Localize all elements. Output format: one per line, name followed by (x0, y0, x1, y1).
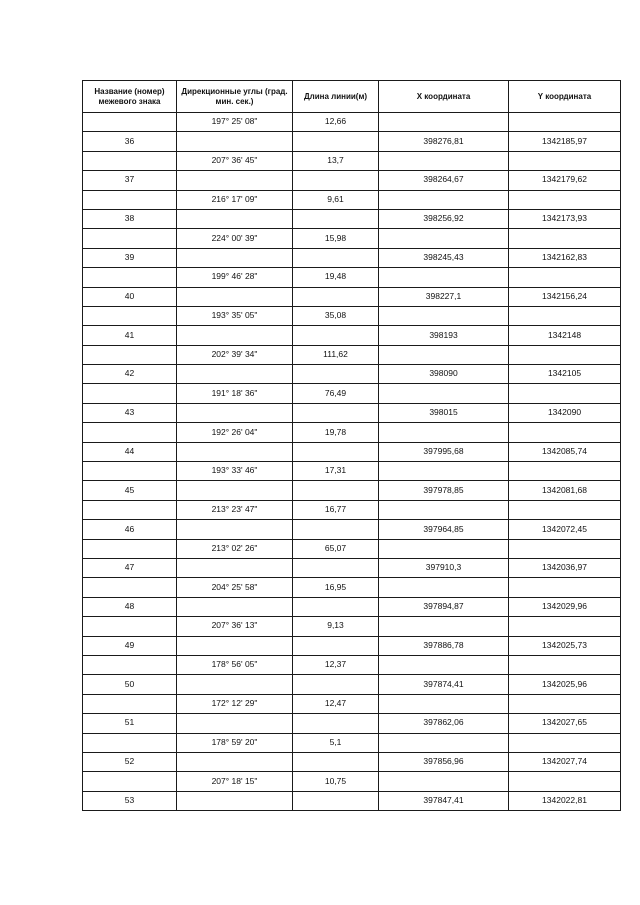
direction-angle-cell: 178° 59' 20" (177, 733, 293, 752)
direction-angle-cell (177, 636, 293, 655)
direction-angle-cell: 207° 36' 45" (177, 151, 293, 170)
point-name-cell (83, 578, 177, 597)
line-length-cell (293, 248, 379, 267)
direction-angle-cell: 204° 25' 58" (177, 578, 293, 597)
table-row (83, 151, 621, 170)
line-length-cell: 9,13 (293, 617, 379, 636)
table-row (83, 733, 621, 752)
x-coordinate-cell (379, 578, 509, 597)
y-coordinate-cell: 1342072,45 (509, 520, 621, 539)
direction-angle-cell (177, 597, 293, 616)
y-coordinate-cell: 1342185,97 (509, 132, 621, 151)
line-length-cell: 16,77 (293, 500, 379, 519)
line-length-cell (293, 520, 379, 539)
line-length-cell (293, 442, 379, 461)
x-coordinate-cell: 398015 (379, 403, 509, 422)
y-coordinate-cell: 1342173,93 (509, 209, 621, 228)
point-name-cell: 38 (83, 209, 177, 228)
line-length-cell: 12,66 (293, 113, 379, 132)
header-direction-angle: Дирекционные углы (град. мин. сек.) (177, 81, 293, 113)
y-coordinate-cell (509, 617, 621, 636)
direction-angle-cell: 197° 25' 08" (177, 113, 293, 132)
table-header-row (83, 81, 621, 113)
point-name-cell: 53 (83, 791, 177, 810)
y-coordinate-cell: 1342022,81 (509, 791, 621, 810)
x-coordinate-cell: 397978,85 (379, 481, 509, 500)
x-coordinate-cell (379, 268, 509, 287)
y-coordinate-cell: 1342027,74 (509, 752, 621, 771)
point-name-cell: 46 (83, 520, 177, 539)
table-row (83, 539, 621, 558)
y-coordinate-cell: 1342036,97 (509, 558, 621, 577)
line-length-cell (293, 209, 379, 228)
table-row (83, 481, 621, 500)
x-coordinate-cell: 398276,81 (379, 132, 509, 151)
point-name-cell: 51 (83, 714, 177, 733)
table-row (83, 617, 621, 636)
point-name-cell (83, 268, 177, 287)
table-row (83, 462, 621, 481)
line-length-cell (293, 636, 379, 655)
y-coordinate-cell: 1342090 (509, 403, 621, 422)
table-row (83, 636, 621, 655)
point-name-cell: 52 (83, 752, 177, 771)
x-coordinate-cell (379, 190, 509, 209)
x-coordinate-cell (379, 733, 509, 752)
point-name-cell (83, 539, 177, 558)
y-coordinate-cell (509, 268, 621, 287)
direction-angle-cell (177, 248, 293, 267)
direction-angle-cell (177, 209, 293, 228)
line-length-cell (293, 403, 379, 422)
y-coordinate-cell: 1342025,96 (509, 675, 621, 694)
table-row (83, 326, 621, 345)
x-coordinate-cell: 397847,41 (379, 791, 509, 810)
line-length-cell: 12,47 (293, 694, 379, 713)
line-length-cell (293, 481, 379, 500)
x-coordinate-cell: 398193 (379, 326, 509, 345)
line-length-cell: 5,1 (293, 733, 379, 752)
header-point-name: Название (номер) межевого знака (83, 81, 177, 113)
table-row (83, 365, 621, 384)
x-coordinate-cell (379, 500, 509, 519)
direction-angle-cell: 192° 26' 04" (177, 423, 293, 442)
table-row (83, 442, 621, 461)
direction-angle-cell: 172° 12' 29" (177, 694, 293, 713)
direction-angle-cell: 191° 18' 36" (177, 384, 293, 403)
line-length-cell (293, 714, 379, 733)
y-coordinate-cell: 1342162,83 (509, 248, 621, 267)
point-name-cell (83, 694, 177, 713)
table-body (83, 113, 621, 811)
header-line-length: Длина линии(м) (293, 81, 379, 113)
header-x-coordinate: X координата (379, 81, 509, 113)
table-row (83, 403, 621, 422)
point-name-cell (83, 423, 177, 442)
x-coordinate-cell: 397856,96 (379, 752, 509, 771)
direction-angle-cell: 213° 23' 47" (177, 500, 293, 519)
direction-angle-cell (177, 171, 293, 190)
line-length-cell (293, 287, 379, 306)
point-name-cell: 42 (83, 365, 177, 384)
table-row (83, 714, 621, 733)
table-row (83, 268, 621, 287)
x-coordinate-cell (379, 423, 509, 442)
line-length-cell (293, 791, 379, 810)
table-row (83, 675, 621, 694)
table-row (83, 287, 621, 306)
x-coordinate-cell (379, 655, 509, 674)
direction-angle-cell: 199° 46' 28" (177, 268, 293, 287)
x-coordinate-cell (379, 384, 509, 403)
point-name-cell: 44 (83, 442, 177, 461)
y-coordinate-cell (509, 655, 621, 674)
table-row (83, 209, 621, 228)
line-length-cell: 111,62 (293, 345, 379, 364)
line-length-cell: 17,31 (293, 462, 379, 481)
table-row (83, 229, 621, 248)
point-name-cell (83, 500, 177, 519)
point-name-cell: 50 (83, 675, 177, 694)
boundary-points-table (82, 80, 621, 811)
x-coordinate-cell: 397995,68 (379, 442, 509, 461)
line-length-cell: 9,61 (293, 190, 379, 209)
point-name-cell (83, 190, 177, 209)
y-coordinate-cell (509, 539, 621, 558)
x-coordinate-cell: 397894,87 (379, 597, 509, 616)
point-name-cell: 43 (83, 403, 177, 422)
y-coordinate-cell (509, 462, 621, 481)
point-name-cell: 39 (83, 248, 177, 267)
table-row (83, 306, 621, 325)
line-length-cell (293, 558, 379, 577)
y-coordinate-cell: 1342105 (509, 365, 621, 384)
table-row (83, 171, 621, 190)
point-name-cell: 37 (83, 171, 177, 190)
line-length-cell: 10,75 (293, 772, 379, 791)
x-coordinate-cell: 397862,06 (379, 714, 509, 733)
table-row (83, 113, 621, 132)
table-row (83, 791, 621, 810)
table-row (83, 752, 621, 771)
direction-angle-cell (177, 326, 293, 345)
x-coordinate-cell (379, 462, 509, 481)
y-coordinate-cell (509, 113, 621, 132)
x-coordinate-cell: 398245,43 (379, 248, 509, 267)
direction-angle-cell (177, 675, 293, 694)
point-name-cell (83, 733, 177, 752)
table-row (83, 384, 621, 403)
direction-angle-cell (177, 752, 293, 771)
y-coordinate-cell (509, 772, 621, 791)
y-coordinate-cell (509, 229, 621, 248)
y-coordinate-cell (509, 578, 621, 597)
line-length-cell (293, 171, 379, 190)
table-row (83, 772, 621, 791)
x-coordinate-cell (379, 694, 509, 713)
x-coordinate-cell (379, 113, 509, 132)
line-length-cell: 19,78 (293, 423, 379, 442)
direction-angle-cell: 178° 56' 05" (177, 655, 293, 674)
point-name-cell (83, 113, 177, 132)
point-name-cell (83, 345, 177, 364)
point-name-cell: 41 (83, 326, 177, 345)
table-row (83, 597, 621, 616)
direction-angle-cell: 207° 18' 15" (177, 772, 293, 791)
point-name-cell: 36 (83, 132, 177, 151)
line-length-cell (293, 326, 379, 345)
point-name-cell (83, 384, 177, 403)
table-row (83, 578, 621, 597)
point-name-cell: 45 (83, 481, 177, 500)
line-length-cell: 76,49 (293, 384, 379, 403)
point-name-cell: 47 (83, 558, 177, 577)
y-coordinate-cell: 1342027,65 (509, 714, 621, 733)
direction-angle-cell: 224° 00' 39" (177, 229, 293, 248)
x-coordinate-cell: 397964,85 (379, 520, 509, 539)
table-row (83, 655, 621, 674)
point-name-cell (83, 229, 177, 248)
point-name-cell: 40 (83, 287, 177, 306)
y-coordinate-cell (509, 500, 621, 519)
line-length-cell (293, 752, 379, 771)
header-y-coordinate: Y координата (509, 81, 621, 113)
direction-angle-cell (177, 287, 293, 306)
table-row (83, 248, 621, 267)
y-coordinate-cell: 1342085,74 (509, 442, 621, 461)
y-coordinate-cell (509, 384, 621, 403)
x-coordinate-cell: 398227,1 (379, 287, 509, 306)
line-length-cell (293, 675, 379, 694)
y-coordinate-cell (509, 190, 621, 209)
x-coordinate-cell: 398090 (379, 365, 509, 384)
point-name-cell (83, 306, 177, 325)
line-length-cell: 35,08 (293, 306, 379, 325)
table-row (83, 500, 621, 519)
y-coordinate-cell: 1342156,24 (509, 287, 621, 306)
point-name-cell (83, 772, 177, 791)
x-coordinate-cell: 397886,78 (379, 636, 509, 655)
y-coordinate-cell (509, 345, 621, 364)
direction-angle-cell (177, 481, 293, 500)
x-coordinate-cell: 397910,3 (379, 558, 509, 577)
line-length-cell: 15,98 (293, 229, 379, 248)
x-coordinate-cell (379, 617, 509, 636)
x-coordinate-cell (379, 539, 509, 558)
line-length-cell: 16,95 (293, 578, 379, 597)
x-coordinate-cell (379, 229, 509, 248)
x-coordinate-cell (379, 306, 509, 325)
y-coordinate-cell: 1342179,62 (509, 171, 621, 190)
table-row (83, 558, 621, 577)
x-coordinate-cell (379, 151, 509, 170)
x-coordinate-cell (379, 772, 509, 791)
point-name-cell (83, 655, 177, 674)
y-coordinate-cell (509, 694, 621, 713)
point-name-cell (83, 151, 177, 170)
y-coordinate-cell: 1342081,68 (509, 481, 621, 500)
table-row (83, 423, 621, 442)
y-coordinate-cell (509, 733, 621, 752)
direction-angle-cell (177, 442, 293, 461)
x-coordinate-cell: 398256,92 (379, 209, 509, 228)
table-row (83, 345, 621, 364)
point-name-cell (83, 462, 177, 481)
direction-angle-cell (177, 365, 293, 384)
line-length-cell (293, 132, 379, 151)
direction-angle-cell (177, 403, 293, 422)
line-length-cell (293, 597, 379, 616)
table-row (83, 190, 621, 209)
point-name-cell (83, 617, 177, 636)
y-coordinate-cell (509, 306, 621, 325)
line-length-cell: 19,48 (293, 268, 379, 287)
x-coordinate-cell: 398264,67 (379, 171, 509, 190)
direction-angle-cell (177, 791, 293, 810)
x-coordinate-cell: 397874,41 (379, 675, 509, 694)
y-coordinate-cell: 1342025,73 (509, 636, 621, 655)
table-row (83, 132, 621, 151)
table-row (83, 520, 621, 539)
direction-angle-cell (177, 520, 293, 539)
direction-angle-cell (177, 714, 293, 733)
point-name-cell: 48 (83, 597, 177, 616)
direction-angle-cell: 193° 35' 05" (177, 306, 293, 325)
y-coordinate-cell (509, 151, 621, 170)
point-name-cell: 49 (83, 636, 177, 655)
table-row (83, 694, 621, 713)
y-coordinate-cell: 1342029,96 (509, 597, 621, 616)
direction-angle-cell (177, 132, 293, 151)
direction-angle-cell: 216° 17' 09" (177, 190, 293, 209)
direction-angle-cell: 193° 33' 46" (177, 462, 293, 481)
line-length-cell: 12,37 (293, 655, 379, 674)
y-coordinate-cell: 1342148 (509, 326, 621, 345)
direction-angle-cell (177, 558, 293, 577)
line-length-cell (293, 365, 379, 384)
direction-angle-cell: 202° 39' 34" (177, 345, 293, 364)
y-coordinate-cell (509, 423, 621, 442)
line-length-cell: 13,7 (293, 151, 379, 170)
direction-angle-cell: 207° 36' 13" (177, 617, 293, 636)
line-length-cell: 65,07 (293, 539, 379, 558)
x-coordinate-cell (379, 345, 509, 364)
direction-angle-cell: 213° 02' 26" (177, 539, 293, 558)
